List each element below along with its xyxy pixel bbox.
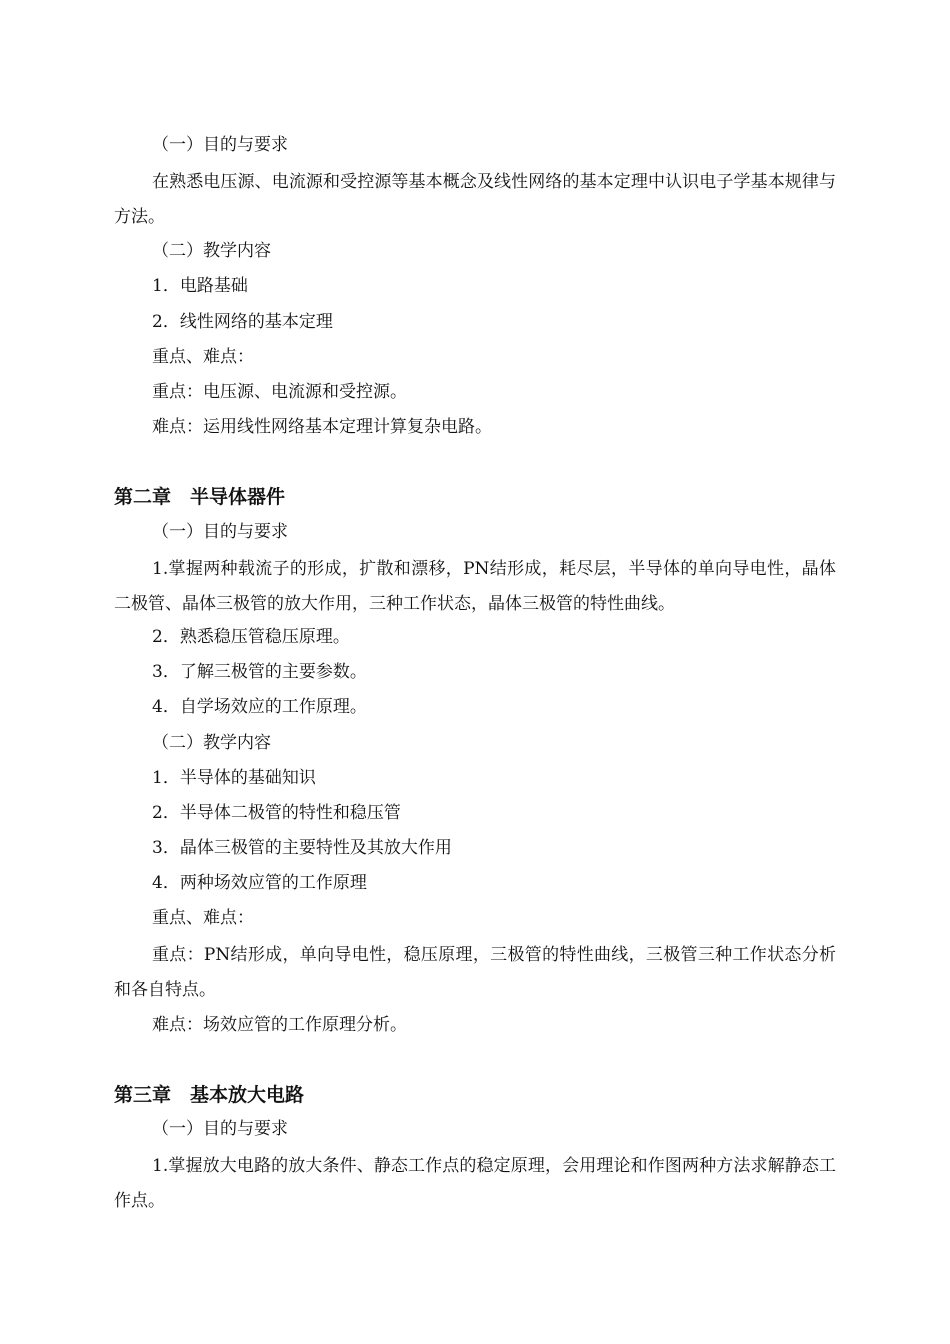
content-item: 2．半导体二极管的特性和稳压管 <box>152 803 401 823</box>
content-item: 2．线性网络的基本定理 <box>152 312 333 332</box>
difficulty-point: 难点：场效应管的工作原理分析。 <box>152 1015 407 1035</box>
content-heading: （二）教学内容 <box>152 241 271 261</box>
objective-heading: （一）目的与要求 <box>152 1119 288 1139</box>
content-item: 3．晶体三极管的主要特性及其放大作用 <box>152 838 452 858</box>
chapter-title: 第三章 基本放大电路 <box>114 1084 305 1106</box>
content-item: 1．半导体的基础知识 <box>152 768 316 788</box>
objective-item: 3．了解三极管的主要参数。 <box>152 662 367 682</box>
key-difficulty-heading: 重点、难点： <box>152 908 254 928</box>
difficulty-point: 难点：运用线性网络基本定理计算复杂电路。 <box>152 417 492 437</box>
key-point: 重点：PN结形成，单向导电性，稳压原理，三极管的特性曲线，三极管三种工作状态分析和各自特点。 <box>114 945 836 1000</box>
chapter-title: 第二章 半导体器件 <box>114 486 286 508</box>
objective-heading: （一）目的与要求 <box>152 135 288 155</box>
objective-paragraph: 1.掌握放大电路的放大条件、静态工作点的稳定原理，会用理论和作图两种方法求解静态工作点。 <box>114 1156 836 1211</box>
objective-item: 4．自学场效应的工作原理。 <box>152 697 367 717</box>
content-item: 4．两种场效应管的工作原理 <box>152 873 367 893</box>
objective-item: 2．熟悉稳压管稳压原理。 <box>152 627 350 647</box>
key-point: 重点：电压源、电流源和受控源。 <box>152 382 407 402</box>
content-item: 1．电路基础 <box>152 276 248 296</box>
key-difficulty-heading: 重点、难点： <box>152 347 254 367</box>
objective-paragraph: 在熟悉电压源、电流源和受控源等基本概念及线性网络的基本定理中认识电子学基本规律与方法。 <box>114 172 836 227</box>
objective-heading: （一）目的与要求 <box>152 522 288 542</box>
objective-paragraph: 1.掌握两种载流子的形成，扩散和漂移，PN结形成，耗尽层，半导体的单向导电性，晶体二极管、晶体三极管的放大作用，三种工作状态，晶体三极管的特性曲线。 <box>114 559 836 614</box>
content-heading: （二）教学内容 <box>152 733 271 753</box>
